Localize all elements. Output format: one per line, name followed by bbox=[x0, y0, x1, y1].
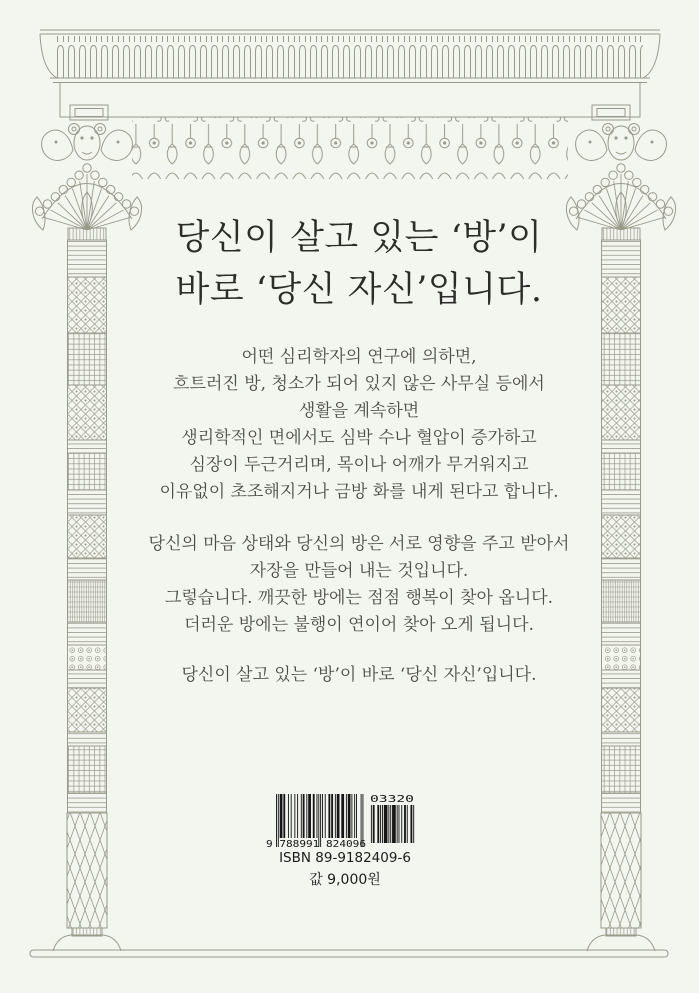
body-line: 생활을 계속하면 bbox=[298, 401, 420, 421]
barcode-addon-number: 03320 bbox=[370, 794, 415, 805]
body-line: 이유없이 초조해지거나 금방 화를 내게 된다고 합니다. bbox=[159, 482, 559, 502]
body-paragraph-mind-room bbox=[99, 531, 619, 639]
body-line: 심장이 두근거리며, 목이나 어깨가 무거워지고 bbox=[189, 455, 529, 475]
isbn-label: ISBN 89-9182409-6 bbox=[279, 850, 411, 866]
body-line: 흐트러진 방, 청소가 되어 있지 않은 사무실 등에서 bbox=[173, 374, 545, 394]
body-line: 더러운 방에는 불행이 연이어 찾아 오게 됩니다. bbox=[184, 615, 534, 635]
body-paragraph-research bbox=[99, 344, 619, 506]
body-line: 생리학적인 면에서도 심박 수나 혈압이 증가하고 bbox=[181, 428, 537, 448]
body-line: 어떤 심리학자의 연구에 의하면, bbox=[241, 347, 477, 367]
body-line: 당신의 마음 상태와 당신의 방은 서로 영향을 주고 받아서 bbox=[148, 534, 570, 554]
body-line: 그렇습니다. 깨끗한 방에는 점점 행복이 찾아 옵니다. bbox=[164, 588, 554, 608]
body-line: 자장을 만들어 내는 것입니다. bbox=[249, 561, 469, 581]
body-line: 당신이 살고 있는 ‘방’이 바로 ‘당신 자신’입니다. bbox=[181, 665, 537, 685]
cover-text-area bbox=[99, 0, 619, 993]
headline-line: 바로 ‘당신 자신’입니다. bbox=[175, 270, 543, 310]
price-label: 값 9,000원 bbox=[309, 872, 381, 888]
cover-headline bbox=[99, 212, 619, 316]
closing-line bbox=[99, 662, 619, 689]
barcode-main-number: 9 788991 824096 bbox=[266, 839, 366, 850]
headline-line: 당신이 살고 있는 ‘방’이 bbox=[175, 218, 543, 258]
